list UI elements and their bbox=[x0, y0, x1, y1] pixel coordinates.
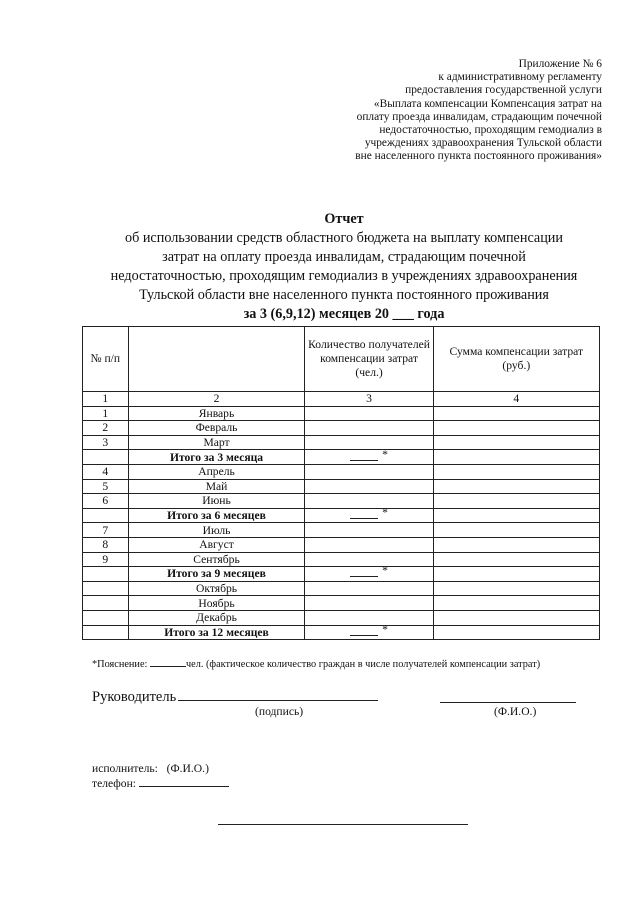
table-row bbox=[83, 406, 600, 421]
row-num bbox=[83, 508, 129, 523]
footnote-star: * bbox=[382, 506, 388, 520]
footnote-star: * bbox=[382, 447, 388, 461]
sum-cell[interactable] bbox=[433, 494, 599, 509]
bottom-rule bbox=[218, 824, 468, 825]
appendix-line: Приложение № 6 bbox=[518, 58, 602, 70]
sum-cell[interactable] bbox=[433, 537, 599, 552]
table-row bbox=[83, 581, 600, 596]
table-row bbox=[83, 421, 600, 436]
recipients-cell[interactable] bbox=[305, 581, 433, 596]
sum-cell[interactable] bbox=[433, 567, 599, 582]
recipients-cell[interactable] bbox=[305, 406, 433, 421]
total-row bbox=[83, 450, 600, 465]
recipients-cell[interactable] bbox=[305, 564, 433, 582]
row-label: Февраль bbox=[128, 421, 305, 436]
footnote-text: чел. (фактическое количество граждан в числе получателей компенсации затрат) bbox=[185, 659, 541, 670]
appendix-block bbox=[302, 58, 602, 164]
recipients-cell[interactable] bbox=[305, 435, 433, 450]
sum-cell[interactable] bbox=[433, 464, 599, 479]
row-num bbox=[83, 581, 129, 596]
row-num: 1 bbox=[83, 406, 129, 421]
executor-fio: (Ф.И.О.) bbox=[166, 762, 209, 775]
signature-caption: (подпись) bbox=[255, 705, 304, 718]
recipients-cell[interactable] bbox=[305, 508, 433, 523]
row-num: 5 bbox=[83, 479, 129, 494]
table-row bbox=[83, 479, 600, 494]
row-num: 7 bbox=[83, 523, 129, 538]
row-label: Октябрь bbox=[128, 581, 305, 596]
recipients-cell[interactable] bbox=[305, 537, 433, 552]
recipients-cell[interactable] bbox=[305, 552, 433, 567]
row-num bbox=[83, 567, 129, 582]
phone-label: телефон: bbox=[92, 777, 137, 790]
recipients-cell[interactable] bbox=[305, 610, 433, 625]
appendix-line: вне населенного пункта постоянного проживания» bbox=[355, 150, 602, 163]
colnum-4: 4 bbox=[433, 392, 599, 407]
sum-cell[interactable] bbox=[433, 581, 599, 596]
table-row bbox=[83, 552, 600, 567]
recipients-cell[interactable] bbox=[305, 494, 433, 509]
head-signature-line bbox=[92, 688, 378, 706]
recipients-cell[interactable] bbox=[305, 596, 433, 611]
total-blank[interactable] bbox=[350, 451, 378, 461]
total-blank[interactable] bbox=[350, 626, 378, 636]
appendix-line: предоставления государственной услуги bbox=[405, 84, 602, 97]
report-period: за 3 (6,9,12) месяцев 20 ___ года bbox=[243, 306, 445, 322]
footnote-prefix: *Пояснение: bbox=[92, 659, 148, 670]
row-num: 2 bbox=[83, 421, 129, 436]
report-table bbox=[82, 326, 600, 640]
row-num: 3 bbox=[83, 435, 129, 450]
total-row bbox=[83, 567, 600, 582]
sum-cell[interactable] bbox=[433, 625, 599, 640]
subtitle-line: недостаточностью, проходящим гемодиализ в учреждениях здравоохранения bbox=[110, 268, 578, 284]
total-blank[interactable] bbox=[350, 509, 378, 519]
row-label: Декабрь bbox=[128, 610, 305, 625]
total-blank[interactable] bbox=[350, 567, 378, 577]
appendix-line: недостаточностью, проходящим гемодиализ в bbox=[379, 124, 602, 137]
executor-label: исполнитель: bbox=[92, 762, 158, 775]
row-label: Итого за 3 месяца bbox=[128, 450, 305, 465]
colnum-2: 2 bbox=[128, 392, 305, 407]
report-title-block bbox=[70, 210, 618, 324]
header-month bbox=[128, 327, 305, 392]
row-label: Итого за 6 месяцев bbox=[128, 508, 305, 523]
sum-cell[interactable] bbox=[433, 479, 599, 494]
appendix-line: к административному регламенту bbox=[438, 71, 602, 84]
row-num bbox=[83, 610, 129, 625]
row-label: Июль bbox=[128, 523, 305, 538]
total-row bbox=[83, 625, 600, 640]
appendix-line: учреждениях здравоохранения Тульской области bbox=[364, 137, 602, 150]
table-row bbox=[83, 596, 600, 611]
sum-cell[interactable] bbox=[433, 450, 599, 465]
subtitle-line: Тульской области вне населенного пункта постоянного проживания bbox=[139, 287, 549, 303]
row-num bbox=[83, 596, 129, 611]
row-label: Май bbox=[128, 479, 305, 494]
table-row bbox=[83, 610, 600, 625]
row-num: 8 bbox=[83, 537, 129, 552]
row-label: Итого за 9 месяцев bbox=[128, 567, 305, 582]
footnote-blank[interactable] bbox=[150, 658, 186, 667]
sum-cell[interactable] bbox=[433, 552, 599, 567]
head-label: Руководитель bbox=[92, 689, 177, 705]
report-subtitle bbox=[70, 229, 618, 305]
fio-caption: (Ф.И.О.) bbox=[494, 705, 537, 718]
column-number-row bbox=[83, 392, 600, 407]
recipients-cell[interactable] bbox=[305, 421, 433, 436]
colnum-1: 1 bbox=[83, 392, 129, 407]
appendix-line: оплату проезда инвалидам, страдающим почечной bbox=[356, 110, 602, 123]
sum-cell[interactable] bbox=[433, 523, 599, 538]
recipients-cell[interactable] bbox=[305, 523, 433, 538]
row-num: 6 bbox=[83, 494, 129, 509]
table-row bbox=[83, 464, 600, 479]
sum-cell[interactable] bbox=[433, 610, 599, 625]
row-label: Ноябрь bbox=[128, 596, 305, 611]
row-label: Январь bbox=[128, 406, 305, 421]
subtitle-line: затрат на оплату проезда инвалидам, страдающим почечной bbox=[162, 249, 526, 265]
row-num bbox=[83, 625, 129, 640]
total-row bbox=[83, 508, 600, 523]
appendix-line: «Выплата компенсации Компенсация затрат на bbox=[373, 97, 602, 110]
row-num: 9 bbox=[83, 552, 129, 567]
footnote bbox=[92, 658, 540, 670]
colnum-3: 3 bbox=[305, 392, 433, 407]
report-title: Отчет bbox=[324, 211, 364, 227]
table-body bbox=[83, 406, 600, 640]
fio-field[interactable] bbox=[440, 702, 576, 703]
sum-cell[interactable] bbox=[433, 421, 599, 436]
table-header-row bbox=[83, 327, 600, 392]
header-sum: Сумма компенсации затрат (руб.) bbox=[433, 327, 599, 392]
row-num bbox=[83, 450, 129, 465]
signature-field[interactable] bbox=[178, 688, 378, 701]
header-recipients: Количество получателей компенсации затрат (чел.) bbox=[305, 327, 433, 392]
sum-cell[interactable] bbox=[433, 596, 599, 611]
table-row bbox=[83, 435, 600, 450]
row-num: 4 bbox=[83, 464, 129, 479]
footnote-star: * bbox=[382, 622, 388, 636]
phone-field[interactable] bbox=[139, 776, 229, 787]
footnote-star: * bbox=[382, 564, 388, 578]
recipients-cell[interactable] bbox=[305, 479, 433, 494]
row-label: Март bbox=[128, 435, 305, 450]
recipients-cell[interactable] bbox=[305, 622, 433, 640]
row-label: Апрель bbox=[128, 464, 305, 479]
header-num: № п/п bbox=[83, 327, 129, 392]
table-row bbox=[83, 523, 600, 538]
sum-cell[interactable] bbox=[433, 435, 599, 450]
row-label: Июнь bbox=[128, 494, 305, 509]
recipients-cell[interactable] bbox=[305, 447, 433, 465]
recipients-cell[interactable] bbox=[305, 464, 433, 479]
row-label: Итого за 12 месяцев bbox=[128, 625, 305, 640]
row-label: Август bbox=[128, 537, 305, 552]
sum-cell[interactable] bbox=[433, 508, 599, 523]
subtitle-line: об использовании средств областного бюджета на выплату компенсации bbox=[124, 230, 563, 246]
sum-cell[interactable] bbox=[433, 406, 599, 421]
row-label: Сентябрь bbox=[128, 552, 305, 567]
table-row bbox=[83, 537, 600, 552]
table-row bbox=[83, 494, 600, 509]
executor-block bbox=[92, 762, 229, 791]
